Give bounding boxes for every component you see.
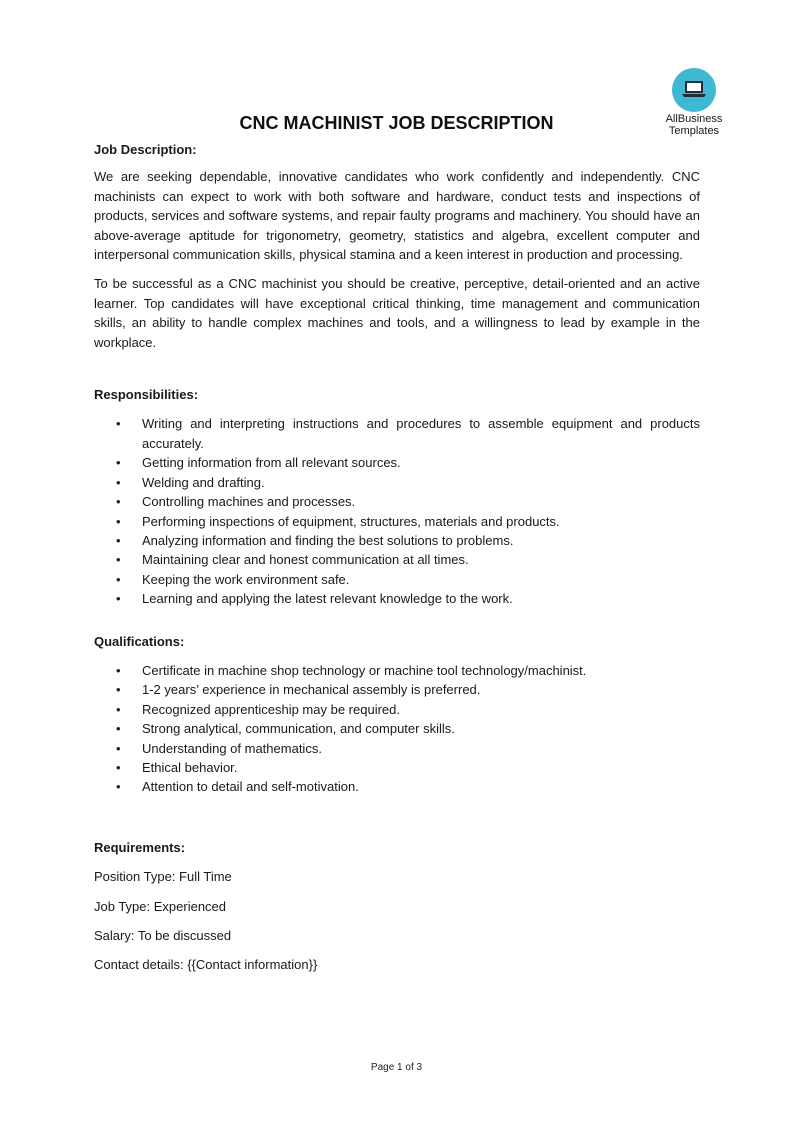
- list-item: • Attention to detail and self-motivation.: [94, 777, 700, 796]
- list-item: • Ethical behavior.: [94, 758, 700, 777]
- responsibilities-list: [94, 414, 700, 608]
- list-item: • Keeping the work environment safe.: [94, 570, 700, 589]
- list-item: • Learning and applying the latest relevant knowledge to the work.: [94, 589, 700, 608]
- list-item: • Controlling machines and processes.: [94, 492, 700, 511]
- list-item: • 1-2 years’ experience in mechanical assembly is preferred.: [94, 680, 700, 699]
- job-description-heading: Job Description:: [94, 142, 197, 157]
- requirement-job-type: Job Type: Experienced: [94, 898, 227, 914]
- requirement-position-type: Position Type: Full Time: [94, 869, 232, 885]
- logo-text-line1: AllBusiness: [665, 113, 723, 125]
- page-number: Page 1 of 3: [370, 1062, 423, 1073]
- job-description-paragraph-1: We are seeking dependable, innovative candidates who work confidently and independently. CNC machinists can expect to work with both software and hardware, conduct tests and inspections of products, services and software systems, and repair faulty programs and machinery. You should have an above-average aptitude for trigonometry, geometry, statistics and algebra, excellent computer and interpersonal communication skills, physical stamina and a keen interest in production and processing.: [94, 169, 700, 263]
- list-item: • Getting information from all relevant sources.: [94, 453, 700, 472]
- list-item: • Strong analytical, communication, and computer skills.: [94, 719, 700, 738]
- document-body: [94, 140, 700, 975]
- requirements-heading: Requirements:: [94, 839, 186, 855]
- logo-text-line2: Templates: [668, 125, 720, 137]
- requirement-contact-details: Contact details: {{Contact information}}: [94, 957, 318, 973]
- requirement-salary: Salary: To be discussed: [94, 928, 232, 943]
- list-item: • Writing and interpreting instructions and procedures to assemble equipment and products accurately.: [94, 414, 700, 453]
- page-title: CNC MACHINIST JOB DESCRIPTION: [239, 113, 554, 133]
- list-item: • Analyzing information and finding the best solutions to problems.: [94, 531, 700, 550]
- list-item: • Maintaining clear and honest communication at all times.: [94, 550, 700, 569]
- laptop-icon: [672, 68, 716, 112]
- list-item: • Performing inspections of equipment, structures, materials and products.: [94, 512, 700, 531]
- list-item: • Welding and drafting.: [94, 473, 700, 492]
- logo-badge: [672, 68, 716, 112]
- qualifications-list: [94, 661, 700, 797]
- list-item: • Understanding of mathematics.: [94, 739, 700, 758]
- job-description-paragraph-2: To be successful as a CNC machinist you should be creative, perceptive, detail-oriented and an active learner. Top candidates will have exceptional critical thinking, time management and communication skills, an ability to handle complex machines and tools, and a willingness to lead by example in the workplace.: [94, 276, 700, 350]
- list-item: • Recognized apprenticeship may be required.: [94, 700, 700, 719]
- list-item: • Certificate in machine shop technology or machine tool technology/machinist.: [94, 661, 700, 680]
- responsibilities-heading: Responsibilities:: [94, 387, 199, 403]
- qualifications-heading: Qualifications:: [94, 633, 185, 649]
